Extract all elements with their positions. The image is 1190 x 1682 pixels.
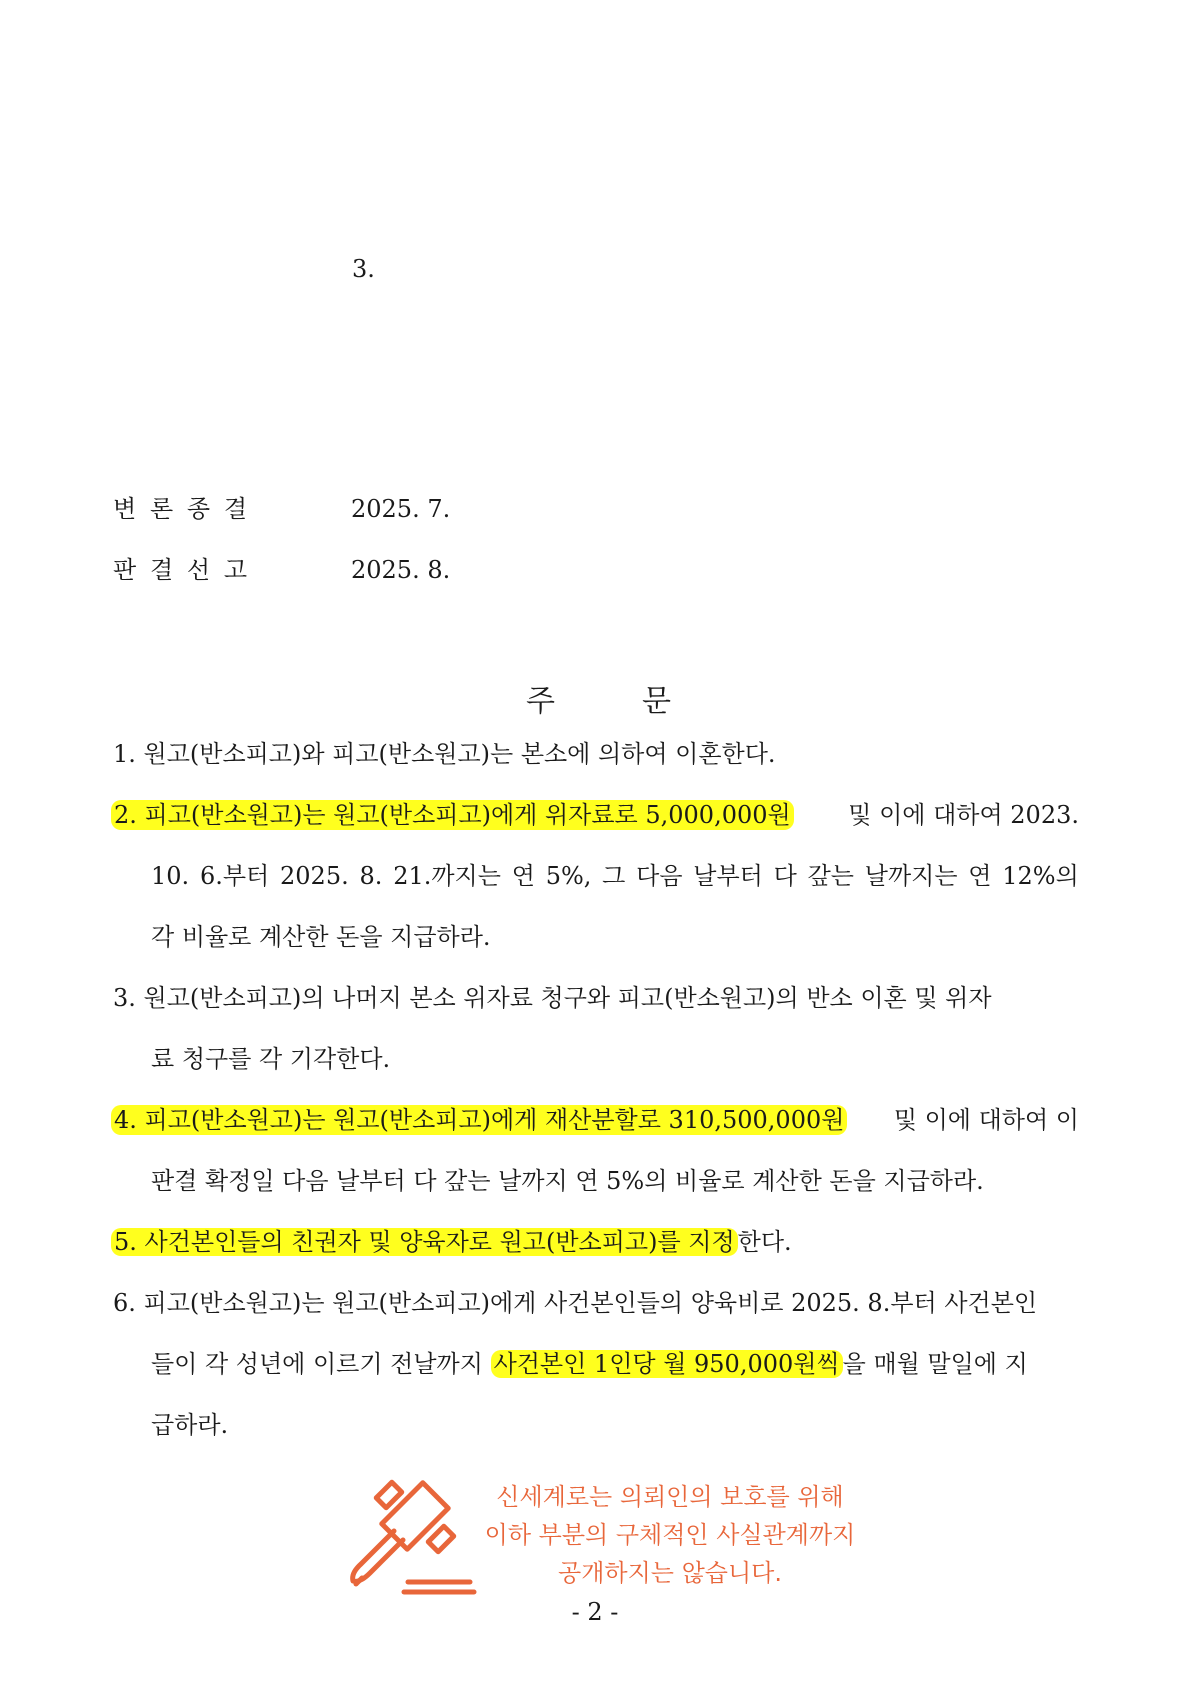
judgment-date-label [113,555,247,585]
section-title-left: 주 [526,684,555,719]
word: 다 [773,862,797,890]
case-number: 3. [352,255,375,283]
order-3-line-2: 료 청구를 각 기각한다. [151,1045,391,1073]
order-5 [111,1227,792,1257]
order-2-line-1 [111,800,1079,830]
word: 날부터 [693,862,763,890]
order-3-line-1: 3. 원고(반소피고)의 나머지 본소 위자료 청구와 피고(반소원고)의 반소 이혼 및 위자 [113,984,992,1012]
highlighted-text: 사건본인 1인당 월 950,000원씩 [491,1350,843,1378]
notice-line-2: 이하 부분의 구체적인 사실관계까지 [484,1521,856,1549]
notice-line-1: 신세계로는 의뢰인의 보호를 위해 [496,1483,844,1511]
order-text: 및 이에 대하여 이 [893,1106,1079,1134]
label-char: 변 [113,495,137,523]
word: 8. [359,862,383,890]
order-2-line-2 [151,861,1079,891]
label-char: 종 [186,495,211,523]
notice-line-3: 공개하지는 않습니다. [558,1559,782,1587]
section-title-right: 문 [642,684,671,719]
page-number: - 2 - [571,1598,619,1626]
word: 6.부터 [199,862,270,890]
order-6-line-1: 6. 피고(반소원고)는 원고(반소피고)에게 사건본인들의 양육비로 2025. 8.부터 사건본인 [113,1289,1038,1317]
label-char: 고 [223,556,247,584]
closing-date-label [113,494,247,524]
order-text: 을 매월 말일에 지 [842,1350,1028,1378]
order-6-line-2 [151,1349,1028,1379]
word: 10. [151,862,190,890]
highlighted-text: 4. 피고(반소원고)는 원고(반소피고)에게 재산분할로 310,500,000원 [111,1105,847,1135]
label-char: 결 [223,495,247,523]
order-2-line-3: 각 비율로 계산한 돈을 지급하라. [151,923,491,951]
word: 21.까지는 [393,862,501,890]
order-4-line-2: 판결 확정일 다음 날부터 다 갚는 날까지 연 5%의 비율로 계산한 돈을 지급하라. [151,1167,984,1195]
label-char: 론 [149,495,174,523]
word: 5%, [545,862,592,890]
word: 갚는 [807,862,854,890]
highlighted-text: 5. 사건본인들의 친권자 및 양육자로 원고(반소피고)를 지정 [111,1228,738,1256]
word: 12%의 [1002,862,1079,890]
order-1: 1. 원고(반소피고)와 피고(반소원고)는 본소에 의하여 이혼한다. [113,740,776,768]
closing-date-value: 2025. 7. [351,495,451,523]
judgment-date-value: 2025. 8. [351,556,451,584]
order-text: 한다. [737,1228,792,1256]
order-6-line-3: 급하라. [151,1411,229,1439]
label-char: 판 [113,556,137,584]
highlighted-text: 2. 피고(반소원고)는 원고(반소피고)에게 위자료로 5,000,000원 [111,800,794,830]
word: 날까지는 [864,862,958,890]
word: 2025. [280,862,349,890]
label-char: 선 [186,556,211,584]
order-text: 및 이에 대하여 2023. [848,801,1079,829]
word: 그 [602,862,626,890]
label-char: 결 [149,556,174,584]
word: 다음 [636,862,683,890]
gavel-icon [348,1478,478,1602]
word: 연 [968,862,992,890]
order-text: 들이 각 성년에 이르기 전날까지 [151,1350,483,1378]
word: 연 [511,862,535,890]
order-4-line-1 [111,1105,1079,1135]
